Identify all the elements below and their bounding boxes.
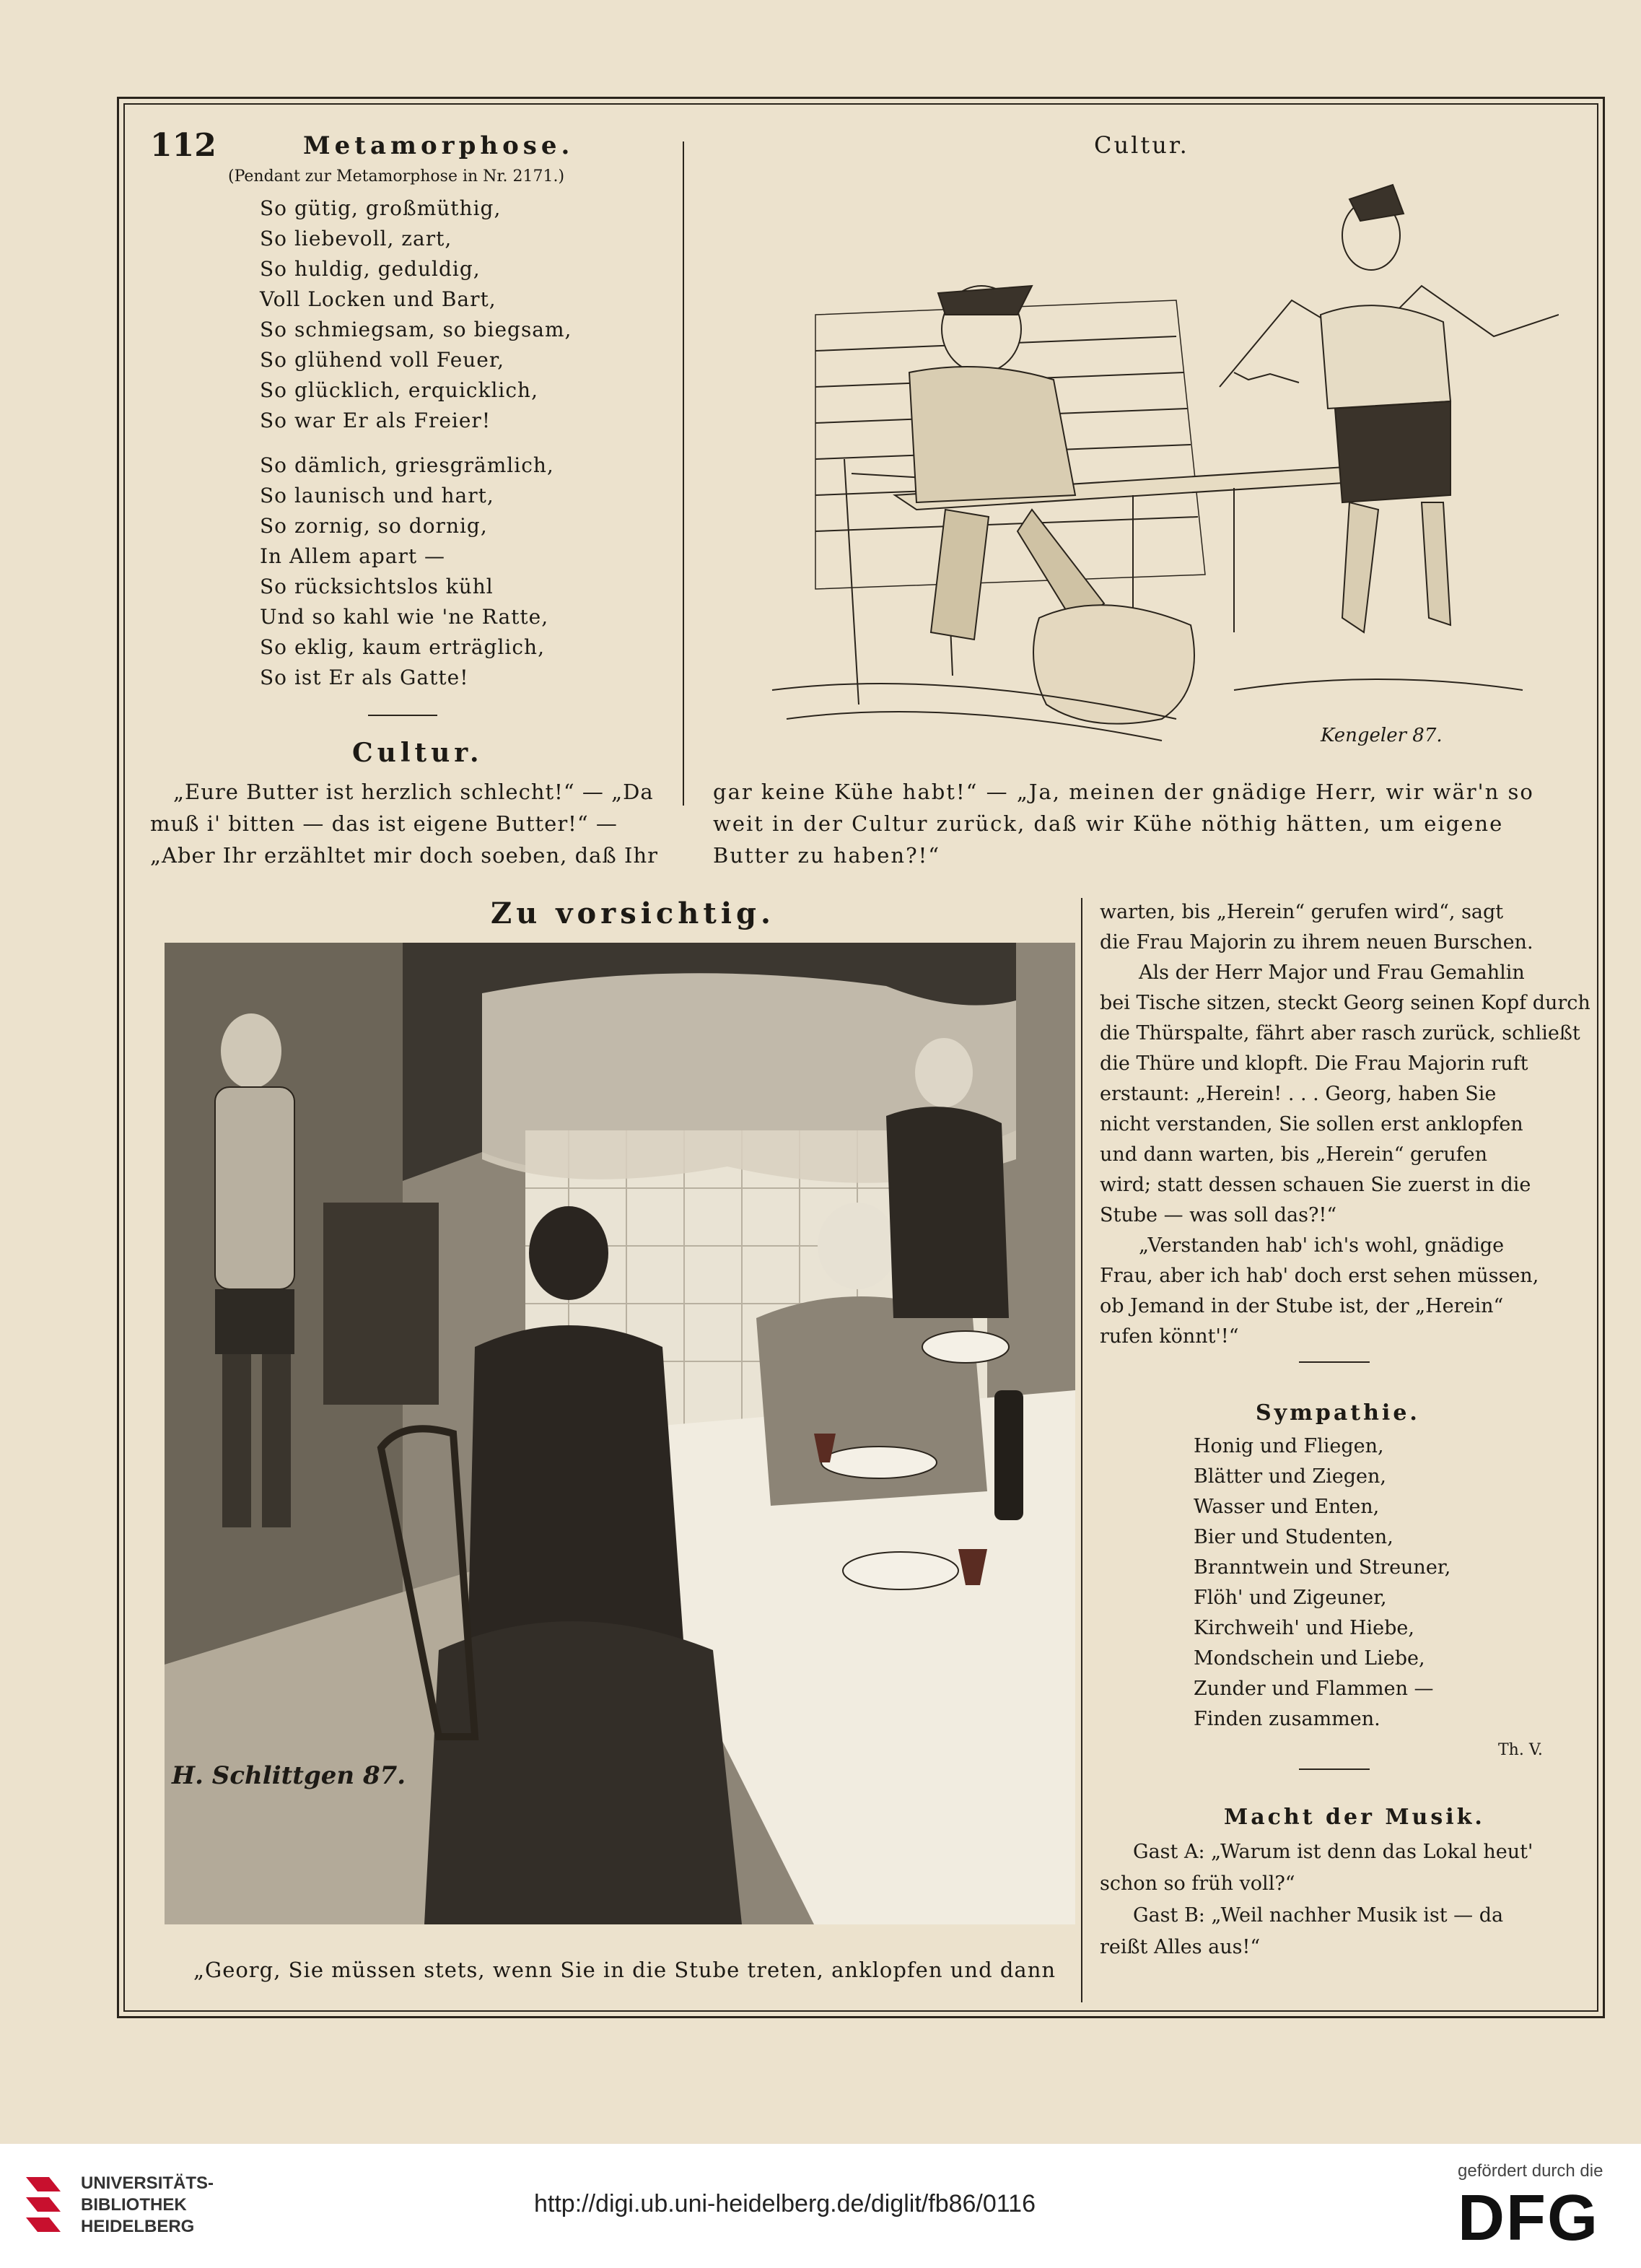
cultur-illustration-title: Cultur. <box>1094 131 1189 159</box>
cultur-text-line: „Eure Butter ist herzlich schlecht!“ — „Da <box>173 780 654 804</box>
poem-line: Branntwein und Streuner, <box>1194 1556 1451 1579</box>
story-line: Stube — was soll das?!“ <box>1100 1204 1337 1226</box>
cultur-heading: Cultur. <box>352 738 483 768</box>
funding-label: gefördert durch die <box>1458 2161 1603 2181</box>
story-line: „Verstanden hab' ich's wohl, gnädige <box>1139 1234 1505 1257</box>
story-line: die Thürspalte, fährt aber rasch zurück, schließt <box>1100 1022 1580 1044</box>
poem-line: Wasser und Enten, <box>1194 1496 1380 1518</box>
poem-line: So launisch und hart, <box>260 484 494 507</box>
library-name-line2: BIBLIOTHEK <box>81 2195 187 2215</box>
story-line: und dann warten, bis „Herein“ gerufen <box>1100 1143 1487 1166</box>
sympathie-author: Th. V. <box>1498 1741 1543 1759</box>
poem-line: Und so kahl wie 'ne Ratte, <box>260 605 549 629</box>
story-line: Frau, aber ich hab' doch erst sehen müssen, <box>1100 1265 1539 1287</box>
section-divider <box>1299 1768 1370 1770</box>
story-line: die Thüre und klopft. Die Frau Majorin ruft <box>1100 1052 1528 1075</box>
dialogue-line: Gast B: „Weil nachher Musik ist — da <box>1133 1904 1504 1927</box>
poem-line: Kirchweih' und Hiebe, <box>1194 1617 1414 1639</box>
poem-line: Mondschein und Liebe, <box>1194 1647 1425 1670</box>
poem-line: So liebevoll, zart, <box>260 227 452 250</box>
poem-line: So zornig, so dornig, <box>260 514 488 538</box>
story-line: erstaunt: „Herein! . . . Georg, haben Sie <box>1100 1083 1497 1105</box>
poem-subtitle: (Pendant zur Metamorphose in Nr. 2171.) <box>228 167 565 186</box>
poem-line: Bier und Studenten, <box>1194 1526 1393 1548</box>
story-line: ob Jemand in der Stube ist, der „Herein“ <box>1100 1295 1504 1317</box>
cultur-text-line: „Aber Ihr erzähltet mir doch soeben, daß Ihr <box>150 843 659 868</box>
zu-vorsichtig-signature: H. Schlittgen 87. <box>172 1761 406 1790</box>
poem-line: So glühend voll Feuer, <box>260 348 505 372</box>
permalink-url[interactable]: http://digi.ub.uni-heidelberg.de/diglit/fb86/0116 <box>534 2190 1036 2217</box>
story-line: Als der Herr Major und Frau Gemahlin <box>1139 961 1525 984</box>
footer-bar <box>0 2144 1641 2268</box>
poem-line: Flöh' und Zigeuner, <box>1194 1587 1387 1609</box>
poem-line: So huldig, geduldig, <box>260 257 481 281</box>
dialogue-line: reißt Alles aus!“ <box>1100 1936 1261 1958</box>
story-line: rufen könnt'!“ <box>1100 1325 1239 1348</box>
page-number: 112 <box>150 127 216 164</box>
cultur-text-line: Butter zu haben?!“ <box>713 843 941 868</box>
macht-heading: Macht der Musik. <box>1224 1805 1485 1830</box>
section-divider <box>368 715 437 716</box>
dialogue-line: Gast A: „Warum ist denn das Lokal heut' <box>1133 1841 1533 1863</box>
poem-line: Blätter und Ziegen, <box>1194 1465 1386 1488</box>
poem-line: Finden zusammen. <box>1194 1708 1380 1730</box>
section-divider <box>1299 1361 1370 1363</box>
story-line: bei Tische sitzen, steckt Georg seinen Kopf durch <box>1100 992 1590 1014</box>
column-divider <box>683 141 684 806</box>
cultur-text-line: weit in der Cultur zurück, daß wir Kühe nöthig hätten, um eigene <box>713 811 1504 836</box>
cultur-signature: Kengeler 87. <box>1321 725 1443 746</box>
poem-line: Voll Locken und Bart, <box>260 287 496 311</box>
dfg-logo: DFG <box>1458 2182 1599 2254</box>
poem-line: So ist Er als Gatte! <box>260 666 469 689</box>
zu-vorsichtig-heading: Zu vorsichtig. <box>491 897 775 930</box>
poem-title: Metamorphose. <box>303 131 574 160</box>
sympathie-heading: Sympathie. <box>1256 1400 1420 1426</box>
poem-line: So rücksichtslos kühl <box>260 575 494 598</box>
library-name-line1: UNIVERSITÄTS- <box>81 2173 214 2193</box>
zu-vorsichtig-caption: „Georg, Sie müssen stets, wenn Sie in die Stube treten, anklopfen und dann <box>193 1958 1056 1982</box>
poem-line: So dämlich, griesgrämlich, <box>260 453 554 477</box>
story-line: warten, bis „Herein“ gerufen wird“, sagt <box>1100 901 1504 923</box>
cultur-text-line: gar keine Kühe habt!“ — „Ja, meinen der gnädige Herr, wir wär'n so <box>713 780 1534 804</box>
dialogue-line: schon so früh voll?“ <box>1100 1872 1295 1895</box>
poem-line: So gütig, großmüthig, <box>260 196 502 220</box>
column-divider <box>1081 898 1082 2002</box>
cultur-text-line: muß i' bitten — das ist eigene Butter!“ — <box>150 811 618 836</box>
cultur-illustration <box>729 170 1559 777</box>
poem-line: Zunder und Flammen — <box>1194 1678 1434 1700</box>
library-logo-icon <box>20 2170 66 2239</box>
poem-line: Honig und Fliegen, <box>1194 1435 1384 1457</box>
poem-line: So glücklich, erquicklich, <box>260 378 538 402</box>
poem-line: So war Er als Freier! <box>260 409 491 432</box>
library-name-line3: HEIDELBERG <box>81 2217 195 2236</box>
story-line: nicht verstanden, Sie sollen erst anklopfen <box>1100 1113 1523 1135</box>
story-line: wird; statt dessen schauen Sie zuerst in die <box>1100 1174 1531 1196</box>
story-line: die Frau Majorin zu ihrem neuen Burschen. <box>1100 931 1533 954</box>
poem-line: In Allem apart — <box>260 544 445 568</box>
poem-line: So eklig, kaum erträglich, <box>260 635 545 659</box>
poem-line: So schmiegsam, so biegsam, <box>260 318 572 341</box>
